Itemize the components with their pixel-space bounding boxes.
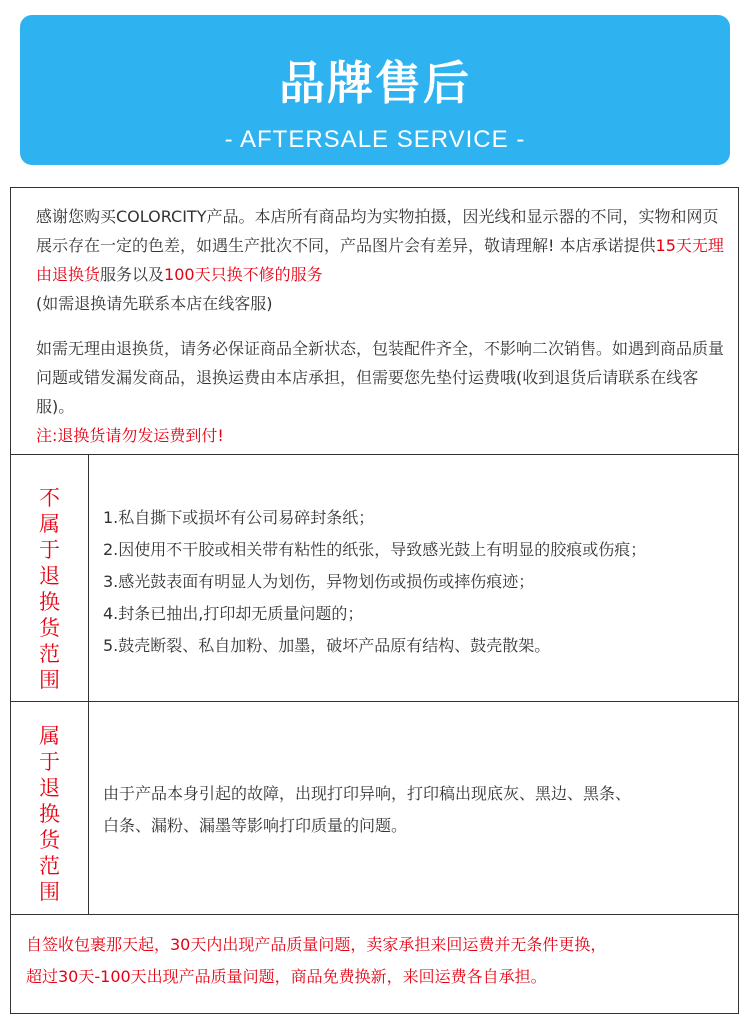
label-char: 退 [39, 776, 60, 800]
no-cod-shipping-note: 注:退换货请勿发运费到付! [36, 426, 224, 445]
intro-paragraph [36, 202, 728, 318]
banner-title: 品牌售后 [279, 56, 471, 110]
label-char: 于 [39, 750, 60, 774]
label-char: 货 [39, 616, 60, 640]
label-char: 不 [39, 486, 60, 510]
column-divider [88, 702, 89, 914]
guarantee-line: 超过30天-100天出现产品质量问题，商品免费换新，来回运费各自承担。 [26, 967, 547, 986]
list-item: 5.鼓壳断裂、私自加粉、加墨，破坏产品原有结构、鼓壳散架。 [103, 636, 551, 655]
contact-service-note: (如需退换请先联系本店在线客服) [36, 294, 273, 313]
list-item: 4.封条已抽出,打印却无质量问题的； [103, 604, 364, 623]
label-char: 退 [39, 564, 60, 588]
label-char: 属 [39, 512, 60, 536]
aftersale-banner [20, 15, 730, 165]
return-conditions-text: 如需无理由退换货，请务必保证商品全新状态，包装配件齐全，不影响二次销售。如遇到商品质量问题或错发漏发商品，退换运费由本店承担，但需要您先垫付运费哦(收到退货后请联系在线客服)。 [36, 339, 725, 416]
exchange-100-days-highlight: 100天只换不修的服务 [164, 265, 323, 284]
label-char: 围 [39, 880, 60, 904]
label-char: 属 [39, 724, 60, 748]
label-char: 货 [39, 828, 60, 852]
divider [11, 701, 738, 702]
not-covered-list [103, 502, 734, 662]
intro-section [36, 202, 728, 450]
intro-text-connector: 服务以及 [100, 265, 165, 284]
not-covered-label [11, 485, 88, 693]
list-item: 2.因使用不干胶或相关带有粘性的纸张，导致感光鼓上有明显的胶痕或伤痕； [103, 540, 647, 559]
covered-text-line: 白条、漏粉、漏墨等影响打印质量的问题。 [103, 816, 408, 835]
label-char: 围 [39, 668, 60, 692]
label-char: 换 [39, 590, 60, 614]
list-item: 3.感光鼓表面有明显人为划伤，异物划伤或损伤或摔伤痕迹； [103, 572, 535, 591]
label-char: 换 [39, 802, 60, 826]
divider [11, 914, 738, 915]
banner-subtitle: - AFTERSALE SERVICE - [224, 126, 526, 153]
guarantee-line: 自签收包裹那天起，30天内出现产品质量问题，卖家承担来回运费并无条件更换， [26, 935, 607, 954]
intro-text: 感谢您购买COLORCITY产品。本店所有商品均为实物拍摄，因光线和显示器的不同，实物和网页展示存在一定的色差，如遇生产批次不同，产品图片会有差异，敬请理解! 本店承诺提供 [36, 207, 719, 255]
label-char: 于 [39, 538, 60, 562]
label-char: 范 [39, 642, 60, 666]
return-15-days-highlight: 15天无理由退换货 [36, 236, 724, 284]
column-divider [88, 455, 89, 701]
label-char: 范 [39, 854, 60, 878]
divider [11, 454, 738, 455]
policy-table [10, 187, 739, 1014]
quality-guarantee-note [26, 929, 734, 993]
covered-label [11, 723, 88, 905]
list-item: 1.私自撕下或损坏有公司易碎封条纸； [103, 508, 375, 527]
return-conditions-paragraph [36, 334, 728, 450]
covered-text-line: 由于产品本身引起的故障，出现打印异响，打印稿出现底灰、黑边、黑条、 [103, 784, 632, 803]
covered-description [103, 778, 728, 842]
